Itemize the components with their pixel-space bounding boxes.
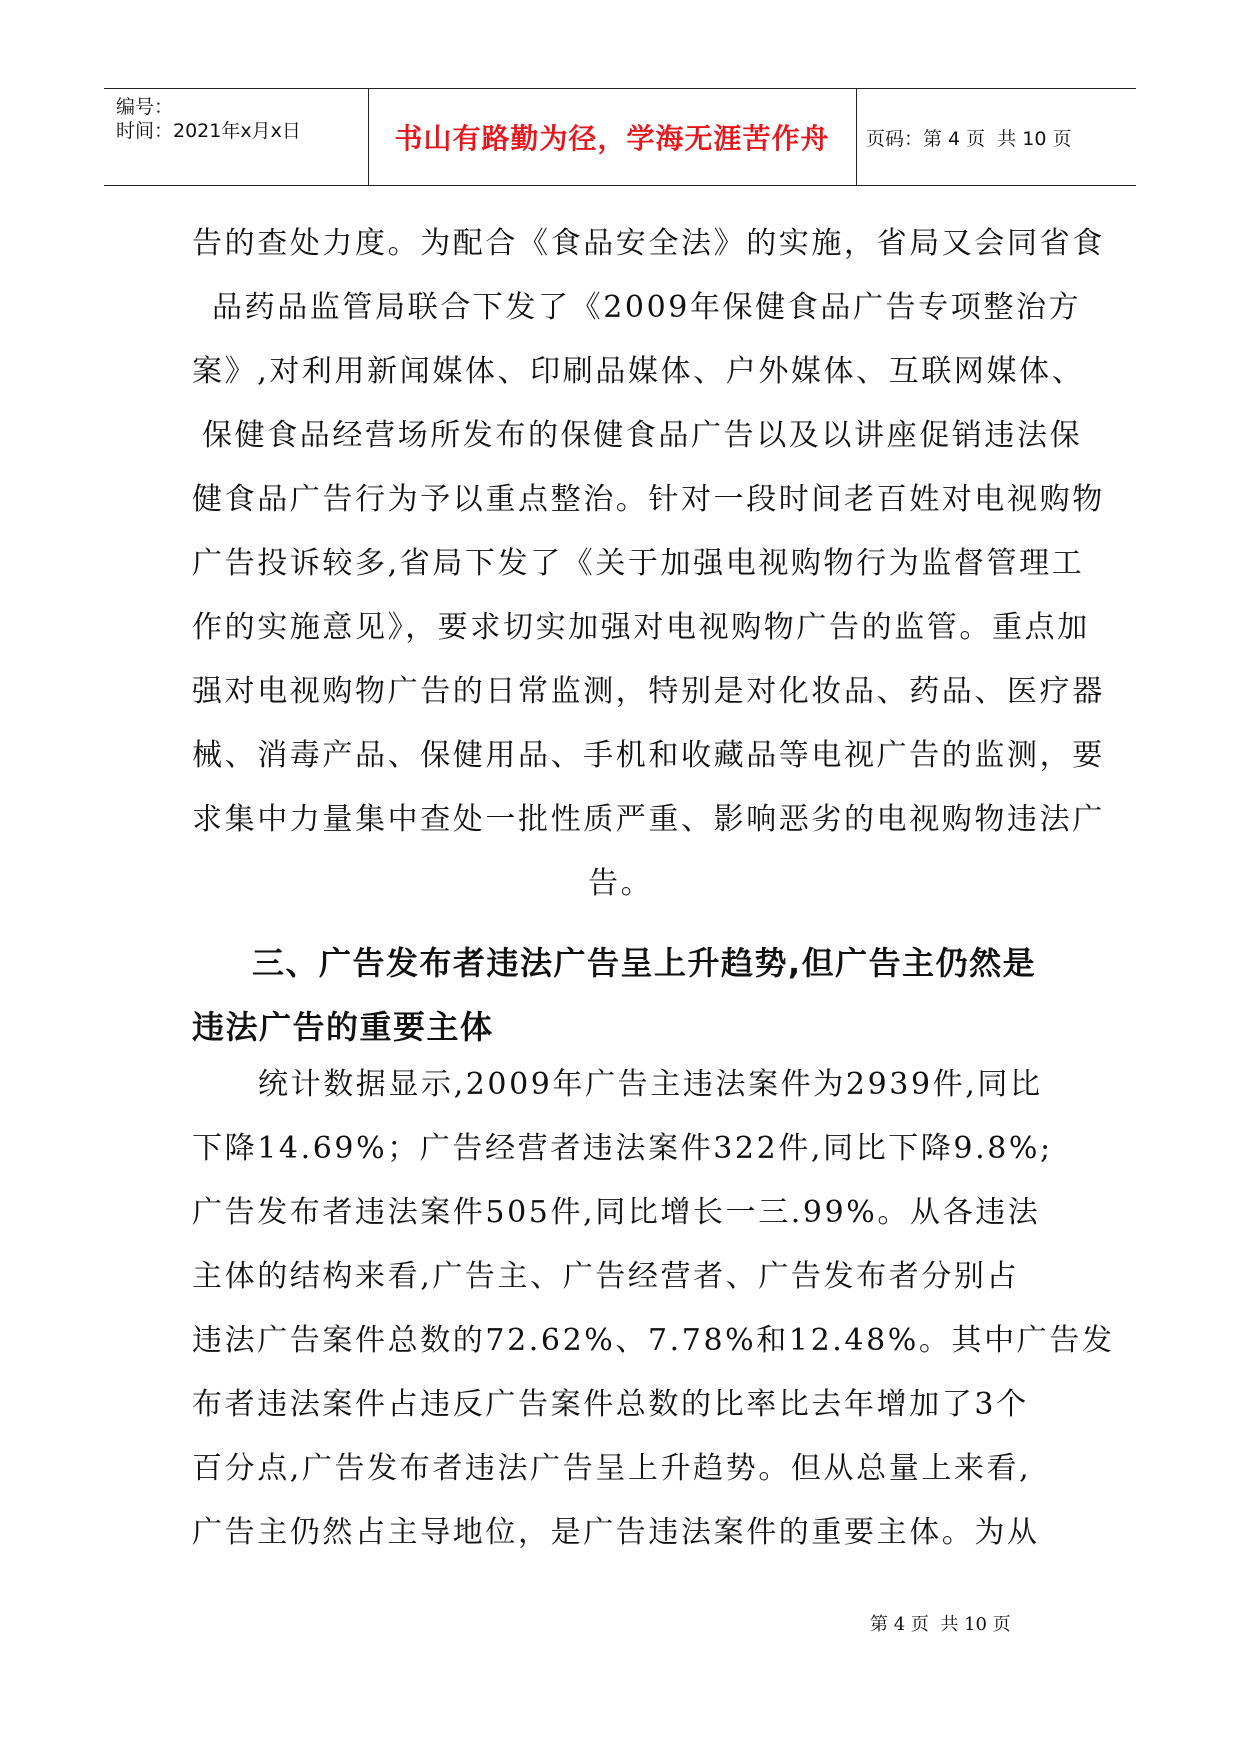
text-line: 违法广告案件总数的72.62%、7.78%和12.48%。其中广告发 bbox=[192, 1323, 1115, 1358]
text-line: 广告主仍然占主导地位，是广告违法案件的重要主体。为从 bbox=[192, 1515, 1040, 1550]
text-line: 告。 bbox=[588, 866, 654, 901]
text-line: 下降14.69%；广告经营者违法案件322件,同比下降9.8%; bbox=[192, 1131, 1053, 1166]
heading-line: 三、广告发布者违法广告呈上升趋势,但广告主仍然是 bbox=[252, 944, 1037, 982]
header-page-code bbox=[866, 89, 1136, 185]
text-line: 统计数据显示,2009年广告主违法案件为2939件,同比 bbox=[258, 1067, 1043, 1102]
page-footer: 第 4 页 共 10 页 bbox=[870, 1614, 1011, 1635]
document-header bbox=[104, 88, 1136, 186]
text-line: 案》,对利用新闻媒体、印刷品媒体、户外媒体、互联网媒体、 bbox=[192, 354, 1085, 389]
text-line: 广告发布者违法案件505件,同比增长一三.99%。从各违法 bbox=[192, 1195, 1041, 1230]
text-line: 保健食品经营场所发布的保健食品广告以及以讲座促销违法保 bbox=[202, 418, 1083, 453]
number-label: 编号： bbox=[116, 96, 174, 118]
text-line: 械、消毒产品、保健用品、手机和收藏品等电视广告的监测，要 bbox=[192, 738, 1105, 773]
header-divider bbox=[856, 89, 857, 185]
header-motto: 书山有路勤为径，学海无涯苦作舟 bbox=[394, 122, 830, 155]
header-meta bbox=[116, 95, 301, 143]
text-line: 告的查处力度。为配合《食品安全法》的实施，省局又会同省食 bbox=[192, 226, 1105, 261]
text-line: 品药品监管局联合下发了《2009年保健食品广告专项整治方 bbox=[212, 290, 1082, 325]
text-line: 作的实施意见》，要求切实加强对电视购物广告的监管。重点加 bbox=[192, 610, 1090, 645]
text-line: 健食品广告行为予以重点整治。针对一段时间老百姓对电视购物 bbox=[192, 482, 1105, 517]
heading-line: 违法广告的重要主体 bbox=[192, 1008, 494, 1046]
page-code-text: 页码：第 4 页 共 10 页 bbox=[866, 127, 1072, 150]
text-line: 百分点,广告发布者违法广告呈上升趋势。但从总量上来看, bbox=[192, 1451, 1032, 1486]
text-line: 强对电视购物广告的日常监测，特别是对化妆品、药品、医疗器 bbox=[192, 674, 1105, 709]
time-label: 时间：2021年x月x日 bbox=[116, 120, 301, 142]
text-line: 布者违法案件占违反广告案件总数的比率比去年增加了3个 bbox=[192, 1387, 1029, 1422]
text-line: 广告投诉较多,省局下发了《关于加强电视购物行为监督管理工 bbox=[192, 546, 1085, 581]
text-line: 主体的结构来看,广告主、广告经营者、广告发布者分别占 bbox=[192, 1259, 1020, 1294]
text-line: 求集中力量集中查处一批性质严重、影响恶劣的电视购物违法广 bbox=[192, 802, 1105, 837]
